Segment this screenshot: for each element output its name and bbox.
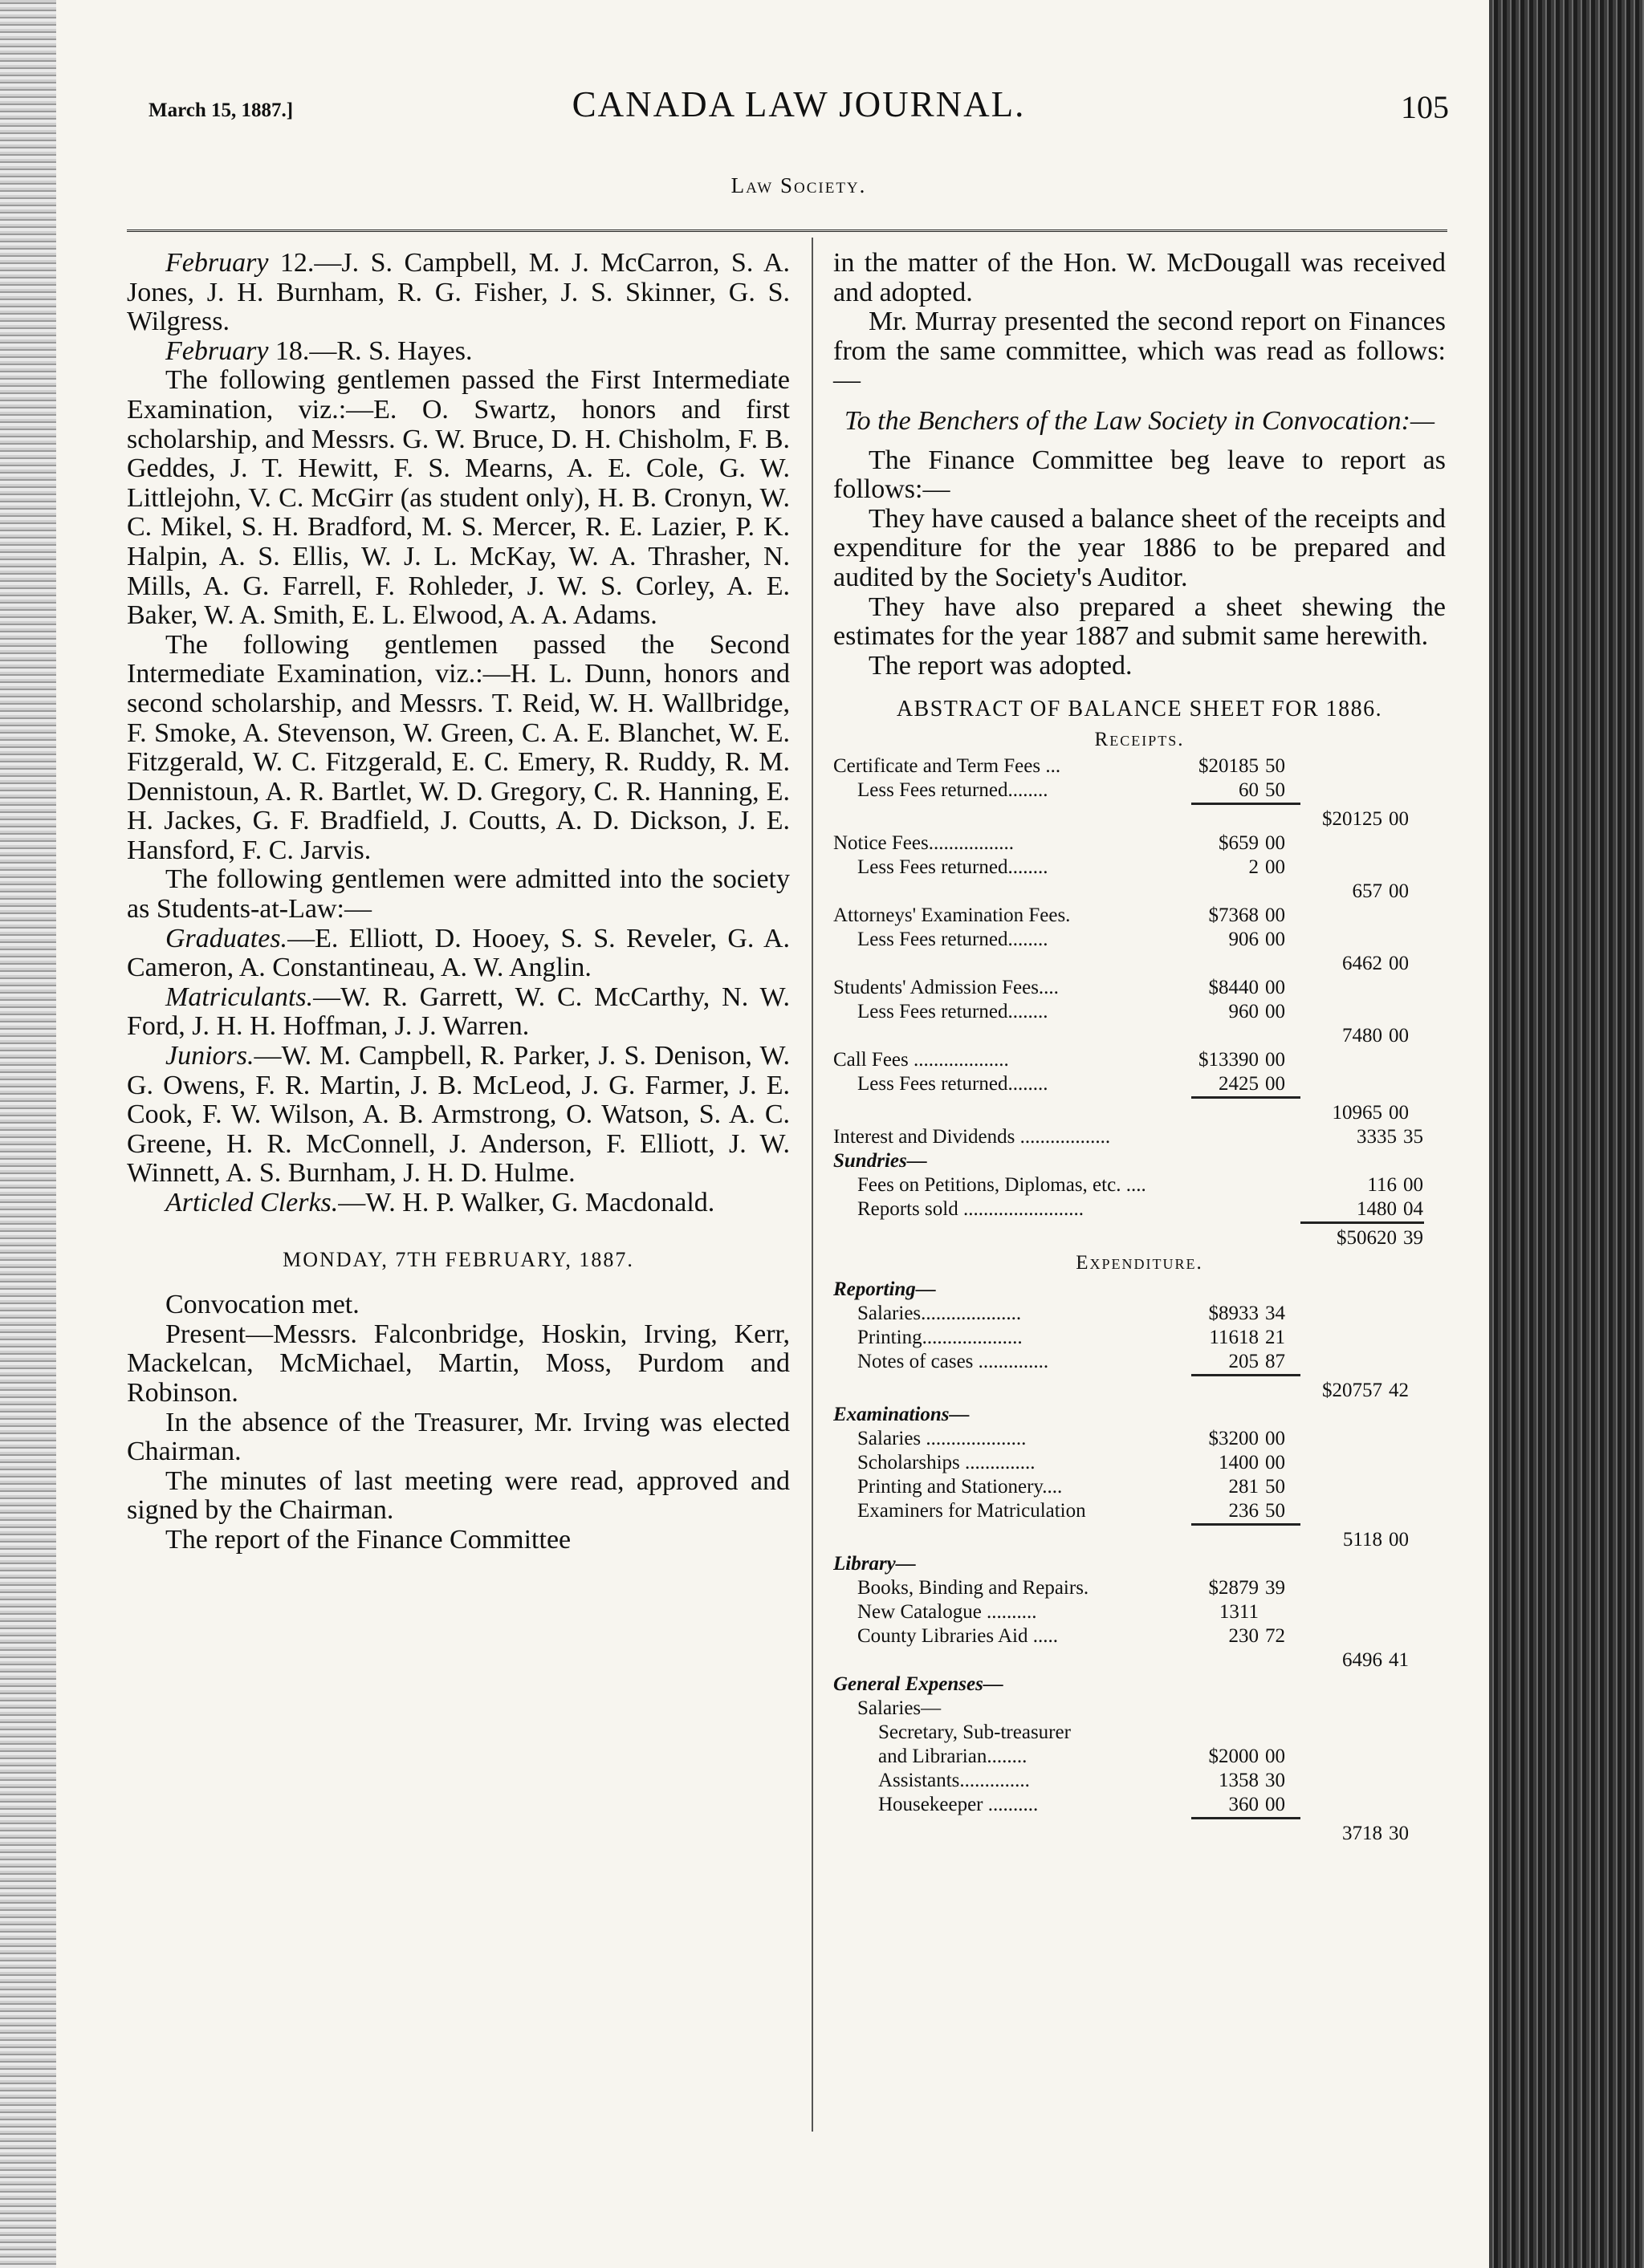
ledger-row: Attorneys' Examination Fees. $7368 00 (833, 904, 1285, 927)
paragraph: The following gentlemen passed the Second Intermediate Examination, viz.:—H. L. Dunn, honors and second scholarship, and Messrs. T. Reid, W. H. Wallbridge, F. Smoke, A. Stevenson, W. Green, C. A. E. Blanchet, W. E. Fitzgerald, W. C. Fitzgerald, E. C. Emery, R. Ruddy, R. M. Dennistoun, A. R. Bartlet, W. D. Gregory, C. R. Hanning, E. H. Jackes, G. F. Bradfield, J. Coutts, A. D. Dickson, J. E. Hansford, F. C. Jarvis. (127, 629, 790, 865)
ledger-total: 5118 00 (1342, 1529, 1409, 1551)
paragraph: They have caused a balance sheet of the receipts and expenditure for the year 1886 to be prepared and audited by the Society's Auditor. (833, 503, 1446, 592)
ledger-subsection: Salaries— (857, 1697, 942, 1720)
ledger-row: Salaries .................... $3200 00 (857, 1428, 1285, 1450)
expenditure-ledger (833, 1278, 1446, 1846)
paragraph: February 12.—J. S. Campbell, M. J. McCarron, S. A. Jones, J. H. Burnham, R. G. Fisher, J. S. Skinner, G. S. Wilgress. (127, 248, 790, 337)
ledger-row: Less Fees returned........ 2425 00 (857, 1073, 1285, 1095)
paragraph: Convocation met. (165, 1290, 360, 1320)
paragraph: Present—Messrs. Falconbridge, Hoskin, Irving, Kerr, Mackelcan, McMichael, Martin, Moss, Purdom and Robinson. (127, 1319, 790, 1408)
ledger-row: Less Fees returned........ 960 00 (857, 1001, 1285, 1023)
ledger-row: Notes of cases .............. 205 87 (857, 1351, 1285, 1373)
grand-total: $50620 39 (1337, 1227, 1423, 1250)
ledger-row: New Catalogue .......... 1311 (857, 1601, 1259, 1624)
ledger-row: Scholarships .............. 1400 00 (857, 1452, 1285, 1474)
issue-date: March 15, 1887.] (149, 100, 294, 121)
paragraph: February 18.—R. S. Hayes. (165, 335, 473, 366)
right-column (833, 249, 1446, 1846)
ledger-row: Salaries.................... $8933 34 (857, 1303, 1285, 1325)
left-column (127, 249, 790, 1555)
receipts-ledger (833, 754, 1446, 1250)
paragraph: The following gentlemen were admitted into the society as Students-at-Law:— (127, 864, 790, 925)
date-heading: MONDAY, 7TH FEBRUARY, 1887. (283, 1247, 634, 1271)
ledger-section: Library— (833, 1553, 916, 1575)
ledger-row: and Librarian........ $2000 00 (878, 1746, 1285, 1768)
ledger-total: 10965 00 (1332, 1102, 1409, 1124)
ledger-total: $20125 00 (1322, 808, 1409, 831)
ledger-row: Students' Admission Fees.... $8440 00 (833, 977, 1285, 999)
ledger-section: Reporting— (833, 1278, 936, 1301)
receipts-heading: Receipts. (1094, 729, 1185, 751)
ledger-row: Fees on Petitions, Diplomas, etc. .... 116 00 (857, 1174, 1423, 1197)
scan-edge-left (0, 0, 56, 2268)
paragraph: Matriculants.—W. R. Garrett, W. C. McCarthy, N. W. Ford, J. H. H. Hoffman, J. J. Warren. (127, 982, 790, 1042)
ledger-row: Less Fees returned........ 2 00 (857, 856, 1285, 879)
ledger-total: 657 00 (1352, 880, 1409, 903)
paragraph: Articled Clerks.—W. H. P. Walker, G. Macdonald. (165, 1188, 715, 1217)
paragraph: The report was adopted. (869, 650, 1133, 681)
address-line: To the Benchers of the Law Society in Convocation:— (844, 405, 1435, 436)
ledger-section: General Expenses— (833, 1673, 1003, 1696)
ledger-row: Reports sold ........................ 1480 04 (857, 1198, 1423, 1221)
ledger-row: Interest and Dividends .................. 3335 35 (833, 1126, 1423, 1148)
paragraph: They have also prepared a sheet shewing the estimates for the year 1887 and submit same herewith. (833, 591, 1446, 652)
ledger-total: 6462 00 (1342, 953, 1409, 975)
ledger-row: Less Fees returned........ 906 00 (857, 929, 1285, 951)
ledger-total: 3718 30 (1342, 1823, 1409, 1845)
ledger-row: Notice Fees................. $659 00 (833, 832, 1285, 855)
ledger-row: Books, Binding and Repairs. $2879 39 (857, 1577, 1285, 1599)
column-divider (812, 238, 813, 2132)
paragraph: in the matter of the Hon. W. McDougall was received and adopted. (833, 248, 1446, 307)
paragraph: The Finance Committee beg leave to report as follows:— (833, 445, 1446, 505)
paragraph: The report of the Finance Committee (165, 1524, 572, 1555)
paragraph: Juniors.—W. M. Campbell, R. Parker, J. S. Denison, W. G. Owens, F. R. Martin, J. B. McLeod, J. G. Farmer, J. E. Cook, F. W. Wilson, A. B. Armstrong, O. Watson, S. A. C. Greene, H. R. McConnell, J. Anderson, F. Elliott, J. W. Winnett, A. S. Burnham, J. H. D. Hulme. (127, 1041, 790, 1189)
ledger-section: Sundries— (833, 1150, 927, 1173)
ledger-row: Secretary, Sub-treasurer (878, 1721, 1071, 1744)
paragraph: Graduates.—E. Elliott, D. Hooey, S. S. Reveler, G. A. Cameron, A. Constantineau, A. W. Anglin. (127, 923, 790, 983)
paragraph: The minutes of last meeting were read, approved and signed by the Chairman. (127, 1465, 790, 1526)
paragraph: Mr. Murray presented the second report on Finances from the same committee, which was read as follows:— (833, 307, 1446, 396)
ledger-row: Less Fees returned........ 60 50 (857, 779, 1285, 802)
abstract-title: ABSTRACT OF BALANCE SHEET FOR 1886. (896, 697, 1383, 722)
header-rule (127, 230, 1447, 232)
expenditure-heading: Expenditure. (1076, 1252, 1203, 1274)
ledger-row: Examiners for Matriculation 236 50 (857, 1500, 1285, 1522)
paragraph: In the absence of the Treasurer, Mr. Irving was elected Chairman. (127, 1407, 790, 1467)
ledger-section: Examinations— (833, 1404, 970, 1426)
ledger-total: 7480 00 (1342, 1025, 1409, 1047)
journal-title: CANADA LAW JOURNAL. (572, 84, 1026, 124)
ledger-total: 6496 41 (1342, 1649, 1409, 1672)
paragraph: The following gentlemen passed the First Intermediate Examination, viz.:—E. O. Swartz, honors and first scholarship, and Messrs. G. W. Bruce, D. H. Chisholm, F. B. Geddes, J. T. Hewitt, F. S. Mearns, A. E. Cole, G. W. Littlejohn, V. C. McGirr (as student only), H. B. Cronyn, W. C. Mikel, S. H. Bradford, M. S. Mercer, R. E. Lazier, P. K. Halpin, A. S. Ellis, W. J. L. McKay, W. A. Thrasher, N. Mills, A. G. Farrell, F. Rohleder, J. W. S. Corley, A. E. Baker, W. A. Smith, E. L. Elwood, A. A. Adams. (127, 365, 790, 631)
ledger-row: Printing.................... 11618 21 (857, 1327, 1285, 1349)
section-title: Law Society. (730, 173, 867, 197)
running-header (149, 83, 1449, 140)
ledger-row: Assistants.............. 1358 30 (878, 1770, 1285, 1792)
ledger-row: County Libraries Aid ..... 230 72 (857, 1625, 1285, 1648)
ledger-row: Certificate and Term Fees ... $20185 50 (833, 755, 1285, 778)
ledger-row: Housekeeper .......... 360 00 (878, 1794, 1285, 1816)
ledger-total: $20757 42 (1322, 1380, 1409, 1402)
scan-edge-right (1489, 0, 1644, 2268)
journal-page (56, 0, 1489, 2268)
ledger-row: Call Fees ................... $13390 00 (833, 1049, 1285, 1071)
page-number: 105 (1401, 89, 1449, 125)
ledger-row: Printing and Stationery.... 281 50 (857, 1476, 1285, 1498)
